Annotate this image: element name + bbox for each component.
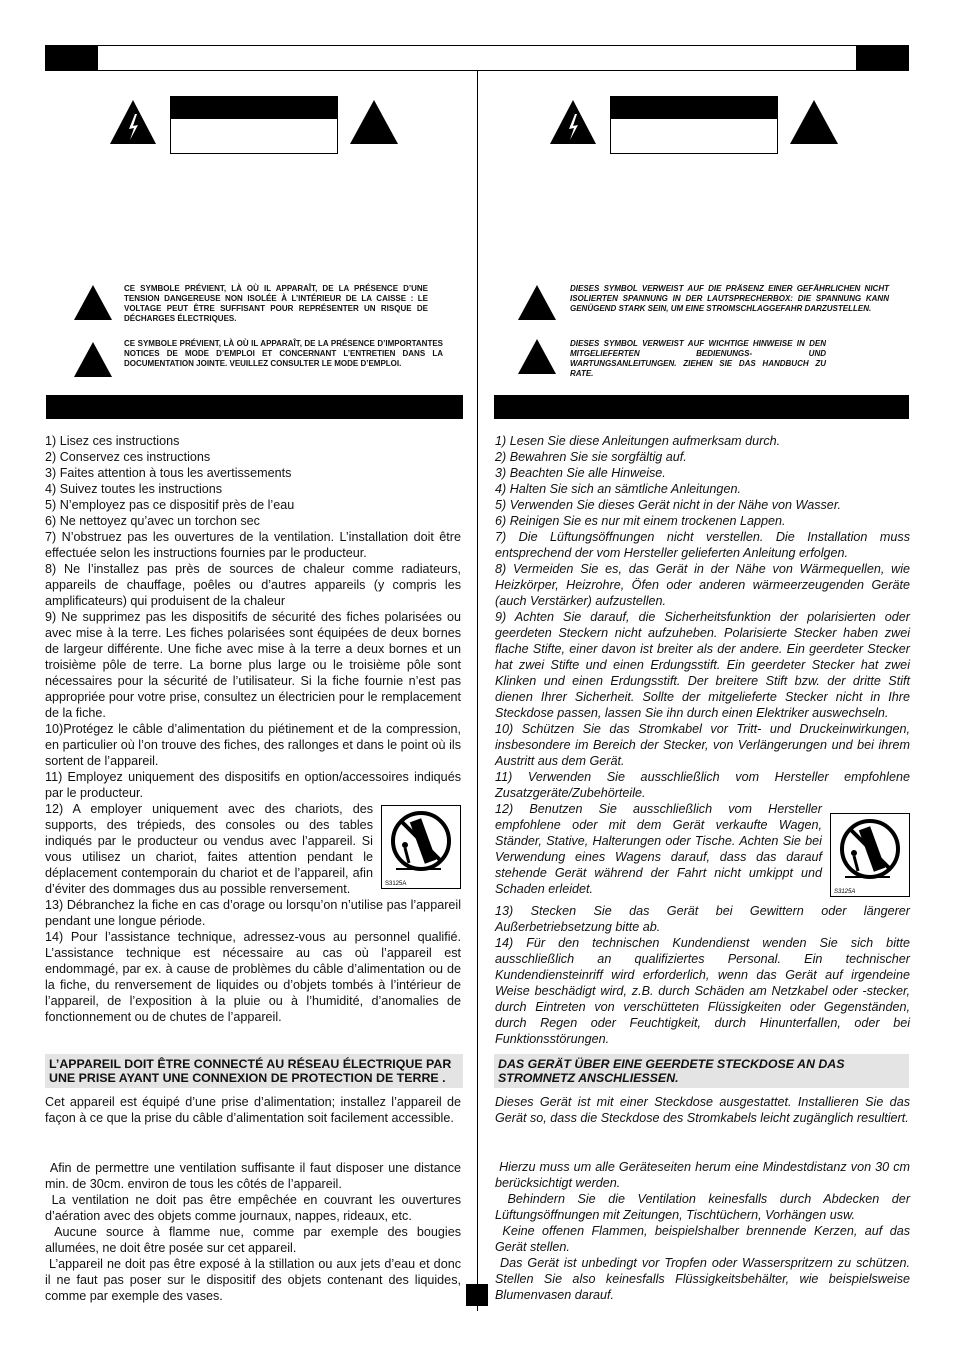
symbol-note-instructions-de: DIESES SYMBOL VERWEIST AUF WICHTIGE HINWEISE IN DEN MITGELIEFERTEN BEDIENUNGS- UND WARTUNGSANLEITUNGEN. ZIEHEN SIE DAS HANDBUCH ZU RATE. (570, 339, 826, 378)
instruction-item: 3) Faites attention à tous les avertissements (45, 466, 292, 480)
safety-note: Behindern Sie die Ventilation keinesfalls durch Abdecken der Lüftungsöffnungen mit Zeitungen, Tischtüchern, Vorhängen usw. (495, 1192, 911, 1222)
safety-note: La ventilation ne doit pas être empêchée en couvrant les ouvertures d’aération avec des objets comme journaux, nappes, rideaux, etc. (45, 1193, 462, 1223)
instruction-item: 8) Vermeiden Sie es, das Gerät in der Nähe von Wärmequellen, wie Heizkörper, Heizrohre, Öfen oder anderen wärmeerzeugenden Geräte (auch Verstärker) aufzustellen. (495, 562, 910, 608)
instruction-item: 1) Lesen Sie diese Anleitungen aufmerksam durch. (495, 434, 781, 448)
instruction-item: 14) Für den technischen Kundendienst wenden Sie sich bitte ausschließlich an qualifiziertes Personal. Ein technischer Kundendiensteinriff wird erforderlich, wenn das Gerät auf irgendeine Weise beschädigt wird, z.B. durch Schäden am Netzkabel oder -stecker, durch Eintreten von verschütteten Flüssigkeiten oder Gegenständen, durch Regen oder Feuchtigkeit, durch Hinunterfallen, oder bei Funktionsstörungen. (495, 936, 910, 1046)
instruction-item: 9) Achten Sie darauf, die Sicherheitsfunktion der polarisierten oder geerdeten Steckern nicht aufzuheben. Polarisierte Stecker haben zwei flache Stifte, einer davon ist breiter als der andere. Ein geerdeter Stecker hat zwei Stifte und einen Erdungsstift. Ein geerdeter Stecker hat zwei Klinken und einen Erdungsstift. Der breitere Stift bzw. der dritte Stift dienen Ihrer Sicherheit. Sollte der mitgelieferte Stecker nicht in Ihre Steckdose passen, lassen Sie ihn durch einen Elektriker auswechseln. (495, 610, 910, 720)
safety-note: Keine offenen Flammen, beispielshalber brennende Kerzen, auf das Gerät stellen. (495, 1224, 911, 1254)
symbol-note-voltage-fr: CE SYMBOLE PRÉVIENT, LÀ OÙ IL APPARAÎT, DE LA PRÉSENCE D’UNE TENSION DANGEREUSE NON ISOLÉE À L’INTÉRIEUR DE LA CAISSE : LE VOLTAGE PEUT ÊTRE SUFFISANT POUR REPRÉSENTER UN RISQUE DE DÉCHARGES ÉLECTRIQUES. (124, 284, 428, 323)
instruction-item: 5) Verwenden Sie dieses Gerät nicht in der Nähe von Wasser. (495, 498, 842, 512)
instruction-item: 11) Verwenden Sie ausschließlich vom Hersteller empfohlene Zusatzgeräte/Zubehörteile. (495, 770, 910, 800)
section-header-bar-fr (46, 395, 463, 419)
instruction-item: 10) Schützen Sie das Stromkabel vor Tritt- und Druckeinwirkungen, insbesondere im Bereich der Stecker, von Verlängerungen und bei ihrem Austritt aus dem Gerät. (495, 722, 910, 768)
instruction-item-with-figure (495, 801, 910, 903)
instruction-item-with-figure (45, 801, 461, 897)
cart-warning-figure (830, 813, 910, 901)
instruction-item: 12) Benutzen Sie ausschließlich vom Hersteller empfohlene oder mit dem Gerät verkaufte Wagen, Ständer, Stative, Halterungen oder Tische. Achten Sie bei Verwendung eines Wagens darauf, dass das darauf stehende Gerät während der Fahrt nicht umkippt und Schaden erleidet. (495, 802, 822, 896)
instruction-item: 6) Reinigen Sie es nur mit einem trockenen Lappen. (495, 514, 786, 528)
figure-code: S3125A (834, 889, 856, 895)
instruction-item: 11) Employez uniquement des dispositifs en option/accessoires indiqués par le producteur. (45, 770, 461, 800)
cart-tipover-icon (381, 805, 461, 889)
header-left-block (46, 46, 98, 70)
earth-text-fr: Cet appareil est équipé d’une prise d’alimentation; installez l’appareil de façon à ce que la prise du câble d’alimentation soit facilement accessible. (45, 1095, 461, 1125)
safety-note: L’appareil ne doit pas être exposé à la stillation ou aux jets d’eau et donc il ne faut pas poser sur le dispositif des objets contenant des liquides, comme par exemple des vases. (45, 1257, 461, 1303)
page-number-block (466, 1284, 488, 1306)
header-right-block (856, 46, 908, 70)
lightning-warning-icon (108, 98, 158, 148)
exclamation-warning-icon (348, 98, 400, 148)
safety-notes-de (495, 1159, 910, 1303)
triangle-icon (73, 284, 113, 322)
safety-note: Hierzu muss um alle Geräteseiten herum eine Mindestdistanz von 30 cm berücksichtigt werden. (495, 1160, 910, 1190)
instruction-item: 13) Stecken Sie das Gerät bei Gewittern oder längerer Außerbetriebsetzung bitte ab. (495, 904, 910, 934)
symbol-note-instructions-fr: CE SYMBOLE PRÉVIENT, LÀ OÙ IL APPARAÎT, DE LA PRÉSENCE D’IMPORTANTES NOTICES DE MODE D’EMPLOI ET CONCERNANT L’ENTRETIEN DANS LA DOCUMENTATION JOINTE. VEUILLEZ CONSULTER LE MODE D’EMPLOI. (124, 339, 443, 368)
cart-warning-figure (381, 805, 461, 893)
instruction-item: 3) Beachten Sie alle Hinweise. (495, 466, 666, 480)
instructions-fr (45, 433, 461, 1025)
caution-box-fr (170, 96, 338, 154)
triangle-icon (517, 284, 557, 322)
instruction-item: 10)Protégez le câble d’alimentation du piétinement et de la compression, en particulier où l’on trouve des fiches, des rallonges et dans le point où ils sortent de l’appareil. (45, 722, 461, 768)
safety-note: Aucune source à flamme nue, comme par exemple des bougies allumées, ne doit être posée sur cet appareil. (45, 1225, 461, 1255)
earth-warning-de: DAS GERÄT ÜBER EINE GEERDETE STECKDOSE AN DAS STROMNETZ ANSCHLIESSEN. (494, 1054, 909, 1088)
safety-notes-fr (45, 1160, 461, 1304)
header-bar (45, 45, 909, 71)
triangle-icon (517, 338, 557, 376)
instruction-item: 12) A employer uniquement avec des chariots, des supports, des trépieds, des consoles ou des tables indiqués par le producteur ou vendus avec l’appareil. Si vous utilisez un chariot, faites attention pendant le déplacement contemporain du chariot et de l’appareil, afin d’éviter des dommages dus au possible renversement. (45, 802, 373, 896)
earth-warning-fr: L’APPAREIL DOIT ÊTRE CONNECTÉ AU RÉSEAU ÉLECTRIQUE PAR UNE PRISE AYANT UNE CONNEXION DE PROTECTION DE TERRE . (45, 1054, 463, 1088)
instruction-item: 9) Ne supprimez pas les dispositifs de sécurité des fiches polarisées ou avec mise à la terre. Les fiches polarisées sont équipées de deux bornes de largeur différente. Une fiche avec mise à la terre a deux bornes et un troisième pôle de terre. La borne plus large ou le troisième pôle sont nécessaires pour la sécurité de l’utilisateur. Si la fiche fournie n’est pas appropriée pour votre prise, consultez un électricien pour le remplacement de la fiche. (45, 610, 461, 720)
instruction-item: 14) Pour l’assistance technique, adressez-vous au personnel qualifié. L’assistance technique est nécessaire au cas où l’appareil est endommagé, par ex. à cause de problèmes du câble d’alimentation ou de la fiche, du renversement de liquides ou d’objets tombés à l’intérieur de l’appareil, de l’exposition à la pluie ou à l’humidité, d’anomalies de fonctionnement ou de chutes de l’appareil. (45, 930, 461, 1024)
figure-code: S3125A (385, 881, 407, 887)
instruction-item: 7) Die Lüftungsöffnungen nicht verstellen. Die Installation muss entsprechend der vom Hersteller gelieferten Anleitung erfolgen. (495, 530, 910, 560)
instruction-item: 13) Débranchez la fiche en cas d’orage ou lorsqu’on n’utilise pas l’appareil pendant une longue période. (45, 898, 461, 928)
instruction-item: 6) Ne nettoyez qu’avec un torchon sec (45, 514, 260, 528)
instruction-item: 4) Suivez toutes les instructions (45, 482, 223, 496)
instruction-item: 2) Conservez ces instructions (45, 450, 211, 464)
section-header-bar-de (494, 395, 909, 419)
triangle-icon (73, 341, 113, 379)
safety-note: Afin de permettre une ventilation suffisante il faut disposer une distance min. de 30cm. environ de tous les côtés de l’appareil. (45, 1161, 461, 1191)
column-divider (477, 71, 478, 1311)
instruction-item: 1) Lisez ces instructions (45, 434, 180, 448)
instruction-item: 2) Bewahren Sie sie sorgfältig auf. (495, 450, 687, 464)
instruction-item: 7) N’obstruez pas les ouvertures de la ventilation. L’installation doit être effectuée selon les instructions fournies par le producteur. (45, 530, 461, 560)
cart-tipover-icon (830, 813, 910, 897)
caution-box-de (610, 96, 778, 154)
lightning-warning-icon (548, 98, 598, 148)
earth-text-de: Dieses Gerät ist mit einer Steckdose ausgestattet. Installieren Sie das Gerät so, dass die Steckdose des Stromkabels leicht zugänglich resultiert. (495, 1095, 910, 1125)
instruction-item: 5) N’employez pas ce dispositif près de l’eau (45, 498, 295, 512)
instruction-item: 8) Ne l’installez pas près de sources de chaleur comme radiateurs, appareils de chauffage, poêles ou d’autres appareils (y compris les amplificateurs) qui produisent de la chaleur (45, 562, 461, 608)
instructions-de (495, 433, 910, 1047)
instruction-item: 4) Halten Sie sich an sämtliche Anleitungen. (495, 482, 741, 496)
symbol-note-voltage-de: DIESES SYMBOL VERWEIST AUF DIE PRÄSENZ EINER GEFÄHRLICHEN NICHT ISOLIERTEN SPANNUNG IN DER LAUTSPRECHERBOX: DIE SPANNUNG KANN GENÜGEND STARK SEIN, UM EINE STROMSCHLAGGEFAHR DARZUSTELLEN. (570, 284, 889, 313)
exclamation-warning-icon (788, 98, 840, 148)
safety-note: Das Gerät ist unbedingt vor Tropfen oder Wasserspritzern zu schützen. Stellen Sie also keinesfalls Flüssigkeitsbehälter, wie beispielsweise Blumenvasen darauf. (495, 1256, 911, 1302)
